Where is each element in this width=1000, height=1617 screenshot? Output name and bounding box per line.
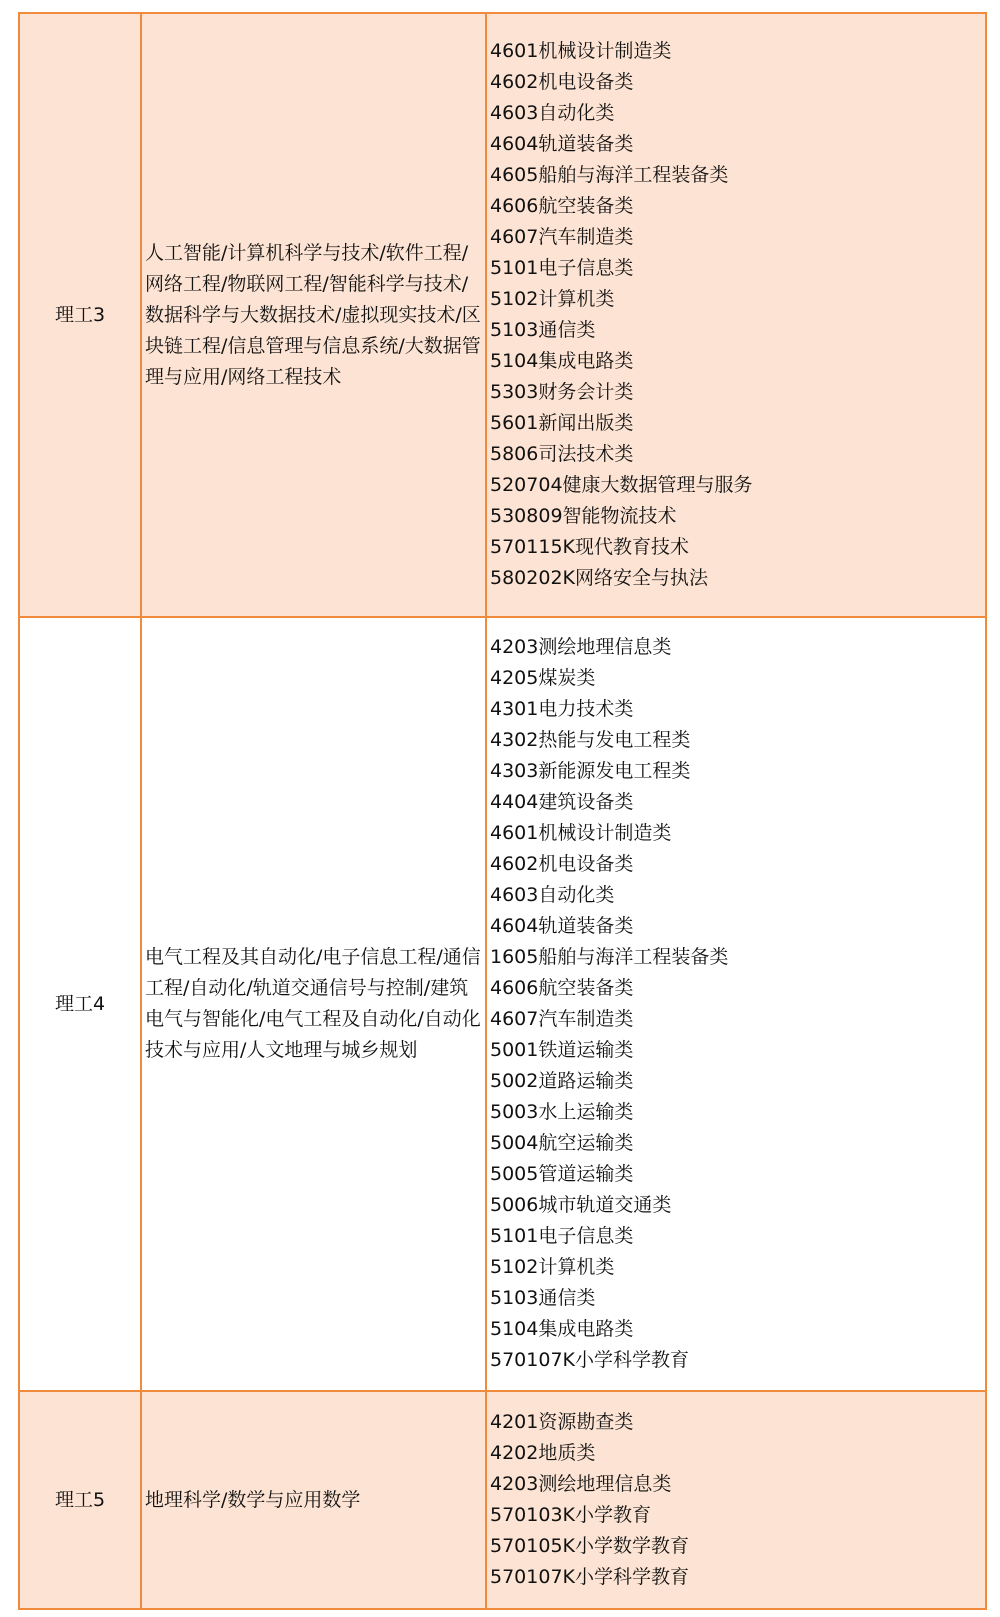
- codes-cell: [486, 1391, 986, 1609]
- code-item: 520704健康大数据管理与服务: [490, 474, 753, 496]
- code-item: 4601机械设计制造类: [490, 40, 672, 62]
- code-item: 4301电力技术类: [490, 698, 634, 720]
- code-item: 4203测绘地理信息类: [490, 636, 672, 658]
- code-item: 5102计算机类: [490, 1256, 615, 1278]
- code-item: 530809智能物流技术: [490, 505, 677, 527]
- category-cell: 理工5: [19, 1391, 141, 1609]
- codes-cell: [486, 13, 986, 617]
- code-item: 4303新能源发电工程类: [490, 760, 691, 782]
- code-item: 570105K小学数学教育: [490, 1535, 689, 1557]
- code-item: 5103通信类: [490, 1287, 596, 1309]
- code-item: 5101电子信息类: [490, 1225, 634, 1247]
- majors-cell: 人工智能/计算机科学与技术/软件工程/网络工程/物联网工程/智能科学与技术/数据科学与大数据技术/虚拟现实技术/区块链工程/信息管理与信息系统/大数据管理与应用/网络工程技术: [141, 13, 486, 617]
- code-item: 570115K现代教育技术: [490, 536, 689, 558]
- code-item: 4302热能与发电工程类: [490, 729, 691, 751]
- code-item: 5002道路运输类: [490, 1070, 634, 1092]
- code-item: 5806司法技术类: [490, 443, 634, 465]
- code-item: 4606航空装备类: [490, 977, 634, 999]
- code-item: 5102计算机类: [490, 288, 615, 310]
- major-category-table: [18, 12, 987, 1610]
- code-item: 5104集成电路类: [490, 350, 634, 372]
- code-item: 4607汽车制造类: [490, 1008, 634, 1030]
- code-item: 4605船舶与海洋工程装备类: [490, 164, 729, 186]
- code-item: 570107K小学科学教育: [490, 1566, 689, 1588]
- code-item: 4601机械设计制造类: [490, 822, 672, 844]
- code-item: 4205煤炭类: [490, 667, 596, 689]
- category-cell: 理工3: [19, 13, 141, 617]
- code-item: 4602机电设备类: [490, 853, 634, 875]
- code-item: 5003水上运输类: [490, 1101, 634, 1123]
- code-item: 4603自动化类: [490, 884, 615, 906]
- code-item: 5103通信类: [490, 319, 596, 341]
- table-row: [19, 13, 986, 617]
- code-item: 1605船舶与海洋工程装备类: [490, 946, 729, 968]
- majors-cell: 地理科学/数学与应用数学: [141, 1391, 486, 1609]
- code-item: 4604轨道装备类: [490, 915, 634, 937]
- code-item: 4604轨道装备类: [490, 133, 634, 155]
- majors-cell: 电气工程及其自动化/电子信息工程/通信工程/自动化/轨道交通信号与控制/建筑电气与智能化/电气工程及自动化/自动化技术与应用/人文地理与城乡规划: [141, 617, 486, 1391]
- code-item: 4404建筑设备类: [490, 791, 634, 813]
- table-row: [19, 1391, 986, 1609]
- code-item: 570107K小学科学教育: [490, 1349, 689, 1371]
- code-item: 4602机电设备类: [490, 71, 634, 93]
- table-row: [19, 617, 986, 1391]
- code-item: 580202K网络安全与执法: [490, 567, 708, 589]
- code-item: 5001铁道运输类: [490, 1039, 634, 1061]
- code-item: 570103K小学教育: [490, 1504, 651, 1526]
- code-item: 5601新闻出版类: [490, 412, 634, 434]
- code-item: 4606航空装备类: [490, 195, 634, 217]
- code-item: 4201资源勘查类: [490, 1411, 634, 1433]
- code-item: 4202地质类: [490, 1442, 596, 1464]
- code-item: 4607汽车制造类: [490, 226, 634, 248]
- code-item: 5303财务会计类: [490, 381, 634, 403]
- code-item: 4603自动化类: [490, 102, 615, 124]
- code-item: 5101电子信息类: [490, 257, 634, 279]
- code-item: 5104集成电路类: [490, 1318, 634, 1340]
- category-cell: 理工4: [19, 617, 141, 1391]
- code-item: 5006城市轨道交通类: [490, 1194, 672, 1216]
- code-item: 5005管道运输类: [490, 1163, 634, 1185]
- code-item: 5004航空运输类: [490, 1132, 634, 1154]
- code-item: 4203测绘地理信息类: [490, 1473, 672, 1495]
- codes-cell: [486, 617, 986, 1391]
